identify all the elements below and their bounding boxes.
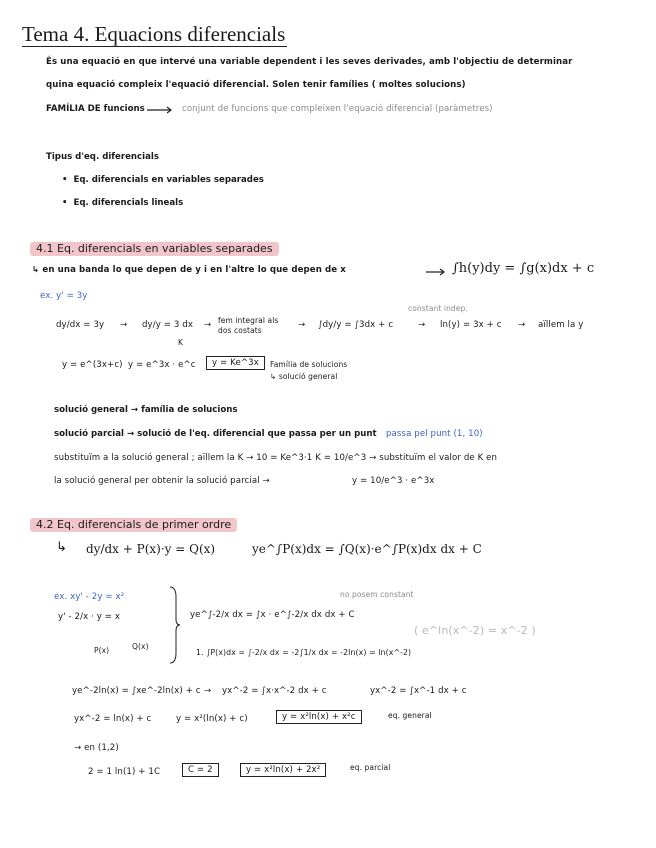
section-heading-4-2: 4.2 Eq. diferencials de primer ordre [30,518,237,532]
brace-icon [168,585,182,665]
line-2b: y = x²(ln(x) + c) [176,714,248,724]
line-1c: yx^-2 = ∫x^-1 dx + c [370,686,467,696]
sol-parcial-def: solució parcial → solució de l'eq. diferencial que passa per un punt [54,429,377,439]
intro-line-2: quina equació compleix l'equació diferencial. Solen tenir famílies ( moltes solucions) [46,80,466,90]
step-isolate: aïllem la y [538,320,584,330]
boxed-general-eq: y = x²ln(x) + x²c [276,710,362,724]
arrow-icon [147,106,175,114]
familia-definition: conjunt de funcions que compleixen l'equació diferencial (paràmetres) [182,104,493,114]
intro-line-1: És una equació en que intervé una variable dependent i les seves derivades, amb l'objectiu de determinar [46,57,573,67]
punt-note: passa pel punt (1, 10) [386,429,483,439]
familia-label: FAMÍLIA DE funcions [46,104,145,114]
sec1-formula: ∫h(y)dy = ∫g(x)dx + c [452,261,595,276]
sec2-general-form: dy/dx + P(x)·y = Q(x) [86,542,216,556]
line-1b: yx^-2 = ∫x·x^-2 dx + c [222,686,327,696]
eq-parcial-note: eq. parcial [350,763,391,772]
constant-note: constant indep. [408,304,468,313]
qx-label: Q(x) [132,642,149,651]
tipus-item-2: • Eq. diferencials lineals [62,198,183,208]
point-note: → en (1,2) [74,743,119,753]
step-integral: ∫dy/y = ∫3dx + c [318,320,394,330]
boxed-partial-eq: y = x²ln(x) + 2x² [240,763,326,777]
tipus-item-1: • Eq. diferencials en variables separades [62,175,264,185]
arrow-icon [426,268,448,276]
px-label: P(x) [94,646,110,655]
sol-general-def: solució general → família de solucions [54,405,238,415]
sec2-example-label: ex. xy' - 2y = x² [54,592,125,602]
integral-calculation: 1. ∫P(x)dx = ∫-2/x dx = -2∫1/x dx = -2ln(x) = ln(x^-2) [196,648,412,657]
solucio-general-note: ↳ solució general [270,372,338,381]
no-const-note: no posem constant [340,590,414,599]
step-exp-split: y = e^3x · e^c [128,360,196,370]
step-integrate-note: fem integral als dos costats [218,316,279,335]
boxed-general-solution: y = Ke^3x [206,356,265,370]
k-label: K [178,338,184,347]
substitution-line-2: la solució general per obtenir la solució parcial → [54,476,270,486]
calc-c: 2 = 1 ln(1) + 1C [88,767,161,777]
step-separate: dy/y = 3 dx [142,320,194,330]
substitution-line-1: substituïm a la solució general ; aïllem la K → 10 = Ke^3·1 K = 10/e^3 → substituïm el valor de K en [54,453,498,463]
apply-formula: ye^∫-2/x dx = ∫x · e^∫-2/x dx dx + C [190,610,355,620]
sec2-solution-formula: ye^∫P(x)dx = ∫Q(x)·e^∫P(x)dx dx + C [252,542,482,556]
standard-form: y' - 2/x · y = x [58,612,121,622]
sec1-example-label: ex. y' = 3y [40,291,88,301]
line-2a: yx^-2 = ln(x) + c [74,714,152,724]
partial-solution: y = 10/e^3 · e^3x [352,476,435,486]
line-1a: ye^-2ln(x) = ∫xe^-2ln(x) + c [72,686,201,696]
sec1-description: ↳ en una banda lo que depen de y i en l'altre lo que depen de x [32,265,346,275]
page-title: Tema 4. Equacions diferencials [22,22,286,46]
step-exp: y = e^(3x+c) [62,360,123,370]
boxed-c-value: C = 2 [182,763,219,777]
familia-note: Família de solucions [270,360,348,369]
step-dydx: dy/dx = 3y [56,320,105,330]
tipus-heading: Tipus d'eq. diferencials [46,152,159,162]
identity-note: ( e^ln(x^-2) = x^-2 ) [414,624,536,637]
eq-general-note: eq. general [388,711,432,720]
step-ln: ln(y) = 3x + c [440,320,502,330]
section-heading-4-1: 4.1 Eq. diferencials en variables separades [30,242,279,256]
